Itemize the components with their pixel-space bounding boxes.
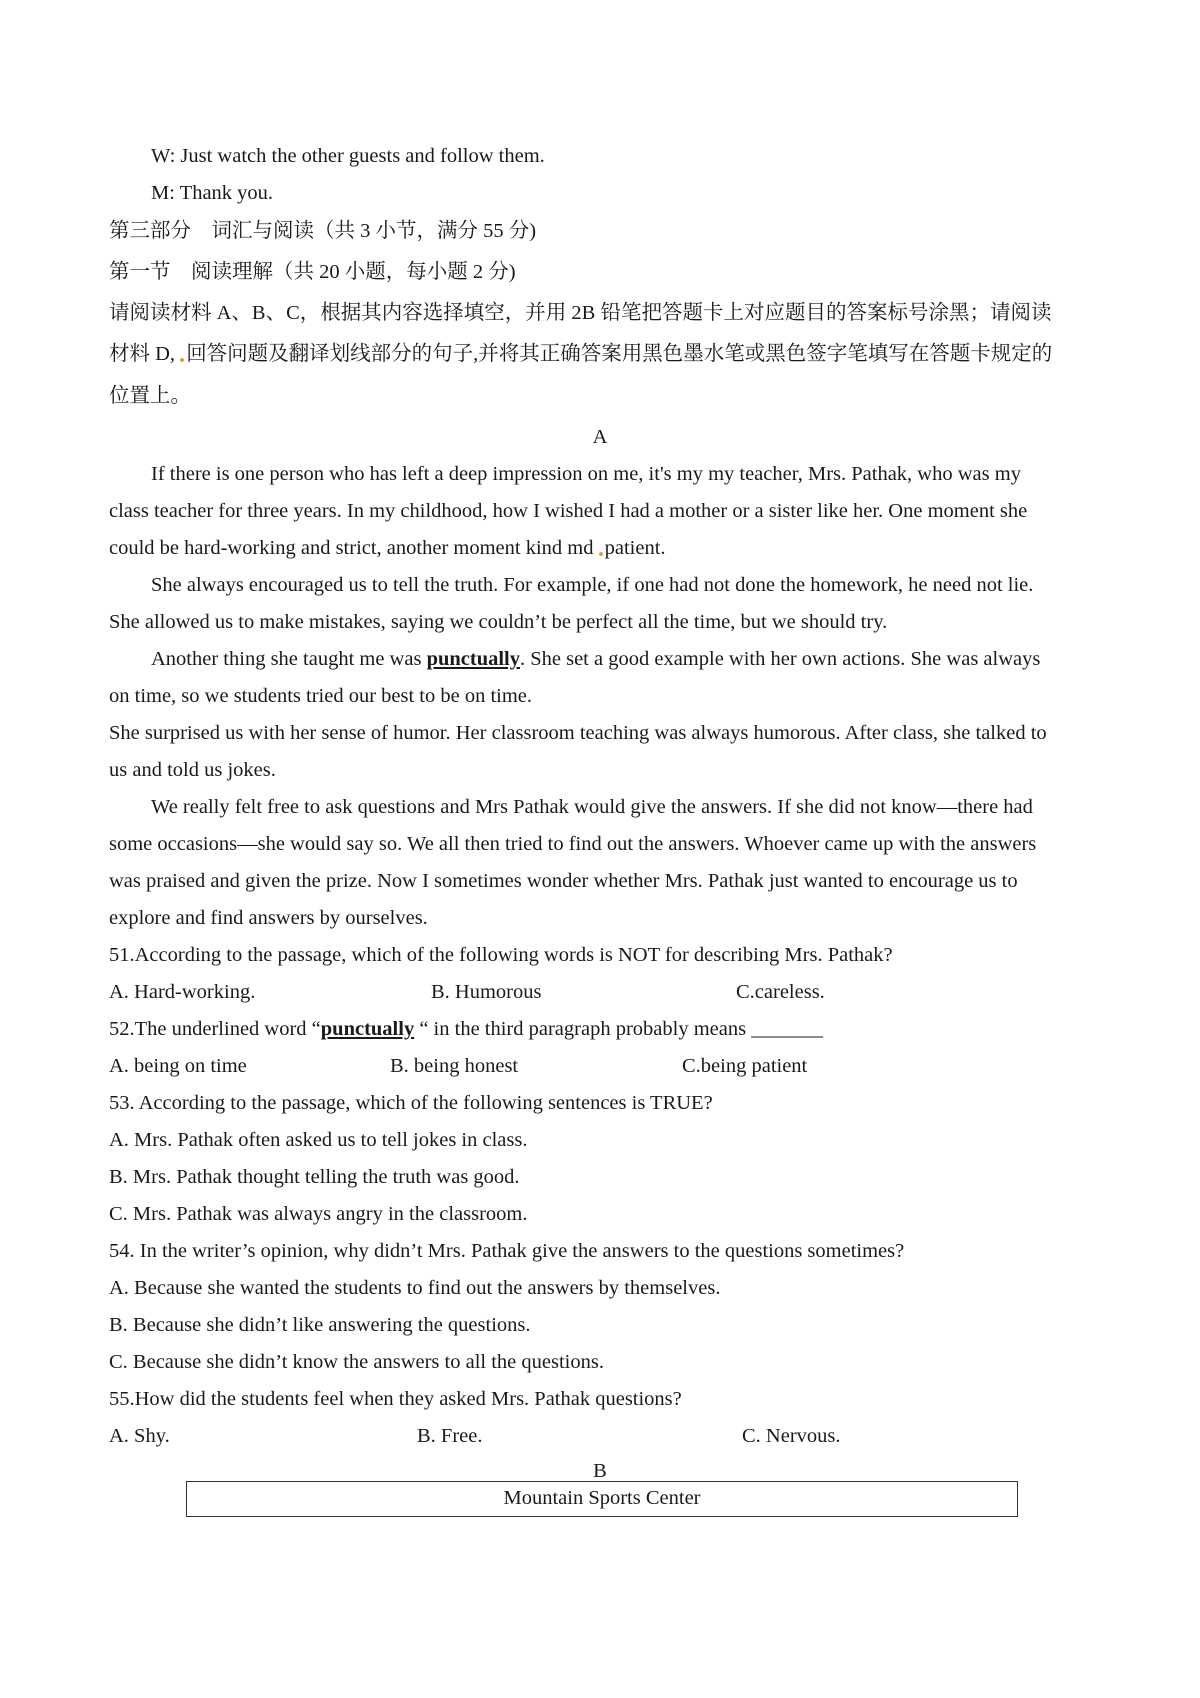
question-51-option-a: A. Hard-working. — [109, 981, 256, 1003]
underlined-word-punctually: punctually — [426, 648, 520, 670]
dialogue-w-line: W: Just watch the other guests and follow them. — [151, 145, 545, 167]
instruction-line-1: 请阅读材料 A、B、C，根据其内容选择填空，并用 2B 铅笔把答题卡上对应题目的答案标号涂黑；请阅读 — [109, 302, 1052, 324]
passage-a-label: A — [592, 426, 608, 448]
passage-a-p5-line4: explore and find answers by ourselves. — [109, 907, 428, 929]
passage-a-p4-line2: us and told us jokes. — [109, 759, 276, 781]
question-51-stem: 51.According to the passage, which of the following words is NOT for describing Mrs. Pathak? — [109, 944, 893, 966]
passage-a-p1-line3-end: patient. — [604, 537, 666, 559]
question-53-option-a: A. Mrs. Pathak often asked us to tell jokes in class. — [109, 1129, 528, 1151]
question-53-option-c: C. Mrs. Pathak was always angry in the classroom. — [109, 1203, 528, 1225]
passage-a-p3-line2: on time, so we students tried our best to be on time. — [109, 685, 533, 707]
passage-b-label: B — [593, 1460, 607, 1482]
passage-a-p1-line3-text: could be hard-working and strict, another moment kind md — [109, 537, 594, 559]
question-51-option-b: B. Humorous — [431, 981, 542, 1003]
instruction-line-2-start: 材料 D, — [109, 343, 176, 365]
question-54-option-c: C. Because she didn’t know the answers to all the questions. — [109, 1351, 604, 1373]
passage-a-p5-line2: some occasions—she would say so. We all then tried to find out the answers. Whoever came up with the answers — [109, 833, 1037, 855]
question-52-option-c: C.being patient — [682, 1055, 808, 1077]
dialogue-m-line: M: Thank you. — [151, 182, 274, 204]
scan-dot-mark — [180, 358, 184, 362]
question-54-option-a: A. Because she wanted the students to find out the answers by themselves. — [109, 1277, 721, 1299]
passage-a-p1-line2: class teacher for three years. In my childhood, how I wished I had a mother or a sister like her. One moment she — [109, 500, 1028, 522]
question-51-option-c: C.careless. — [736, 981, 825, 1003]
question-55-option-a: A. Shy. — [109, 1425, 170, 1447]
question-52-option-b: B. being honest — [390, 1055, 519, 1077]
question-54-stem: 54. In the writer’s opinion, why didn’t Mrs. Pathak give the answers to the questions sometimes? — [109, 1240, 905, 1262]
underlined-word-punctually: punctually — [320, 1018, 415, 1040]
sub-section-heading: 第一节 阅读理解（共 20 小题，每小题 2 分) — [109, 261, 516, 283]
question-55-option-b: B. Free. — [417, 1425, 483, 1447]
passage-a-p3-line1-start: Another thing she taught me was — [151, 648, 427, 670]
question-52-stem-end: “ in the third paragraph probably means _______ — [414, 1018, 823, 1040]
passage-a-p5-line3: was praised and given the prize. Now I sometimes wonder whether Mrs. Pathak just wanted to encourage us to — [109, 870, 1018, 892]
passage-a-p3-line1-end: . She set a good example with her own actions. She was always — [519, 648, 1041, 670]
instruction-line-3: 位置上。 — [109, 385, 191, 407]
question-52-stem-start: 52.The underlined word “ — [109, 1018, 321, 1040]
section-heading: 第三部分 词汇与阅读（共 3 小节，满分 55 分) — [109, 220, 537, 242]
question-55-option-c: C. Nervous. — [742, 1425, 841, 1447]
passage-a-p1-line3 — [109, 535, 1099, 561]
question-52-stem — [109, 1016, 1099, 1042]
question-52-option-a: A. being on time — [109, 1055, 247, 1077]
question-53-option-b: B. Mrs. Pathak thought telling the truth was good. — [109, 1166, 520, 1188]
passage-a-p5-line1: We really felt free to ask questions and Mrs Pathak would give the answers. If she did not know—there had — [151, 796, 1033, 818]
passage-a-p3-line1 — [151, 646, 1141, 672]
passage-b-table-title: Mountain Sports Center — [503, 1487, 701, 1509]
passage-a-p4-line1: She surprised us with her sense of humor. Her classroom teaching was always humorous. After class, she talked to — [109, 722, 1047, 744]
question-54-option-b: B. Because she didn’t like answering the questions. — [109, 1314, 531, 1336]
question-55-stem: 55.How did the students feel when they asked Mrs. Pathak questions? — [109, 1388, 682, 1410]
passage-a-p2-line1: She always encouraged us to tell the truth. For example, if one had not done the homework, he need not lie. — [151, 574, 1034, 596]
passage-a-p2-line2: She allowed us to make mistakes, saying we couldn’t be perfect all the time, but we should try. — [109, 611, 888, 633]
passage-b-table-box — [186, 1481, 1018, 1517]
scan-dot-mark — [599, 552, 603, 556]
instruction-line-2 — [109, 341, 1099, 367]
question-53-stem: 53. According to the passage, which of the following sentences is TRUE? — [109, 1092, 713, 1114]
instruction-line-2-rest: 回答问题及翻译划线部分的句子,并将其正确答案用黑色墨水笔或黑色签字笔填写在答题卡规定的 — [186, 343, 1053, 365]
passage-a-p1-line1: If there is one person who has left a deep impression on me, it's my my teacher, Mrs. Pathak, who was my — [151, 463, 1021, 485]
